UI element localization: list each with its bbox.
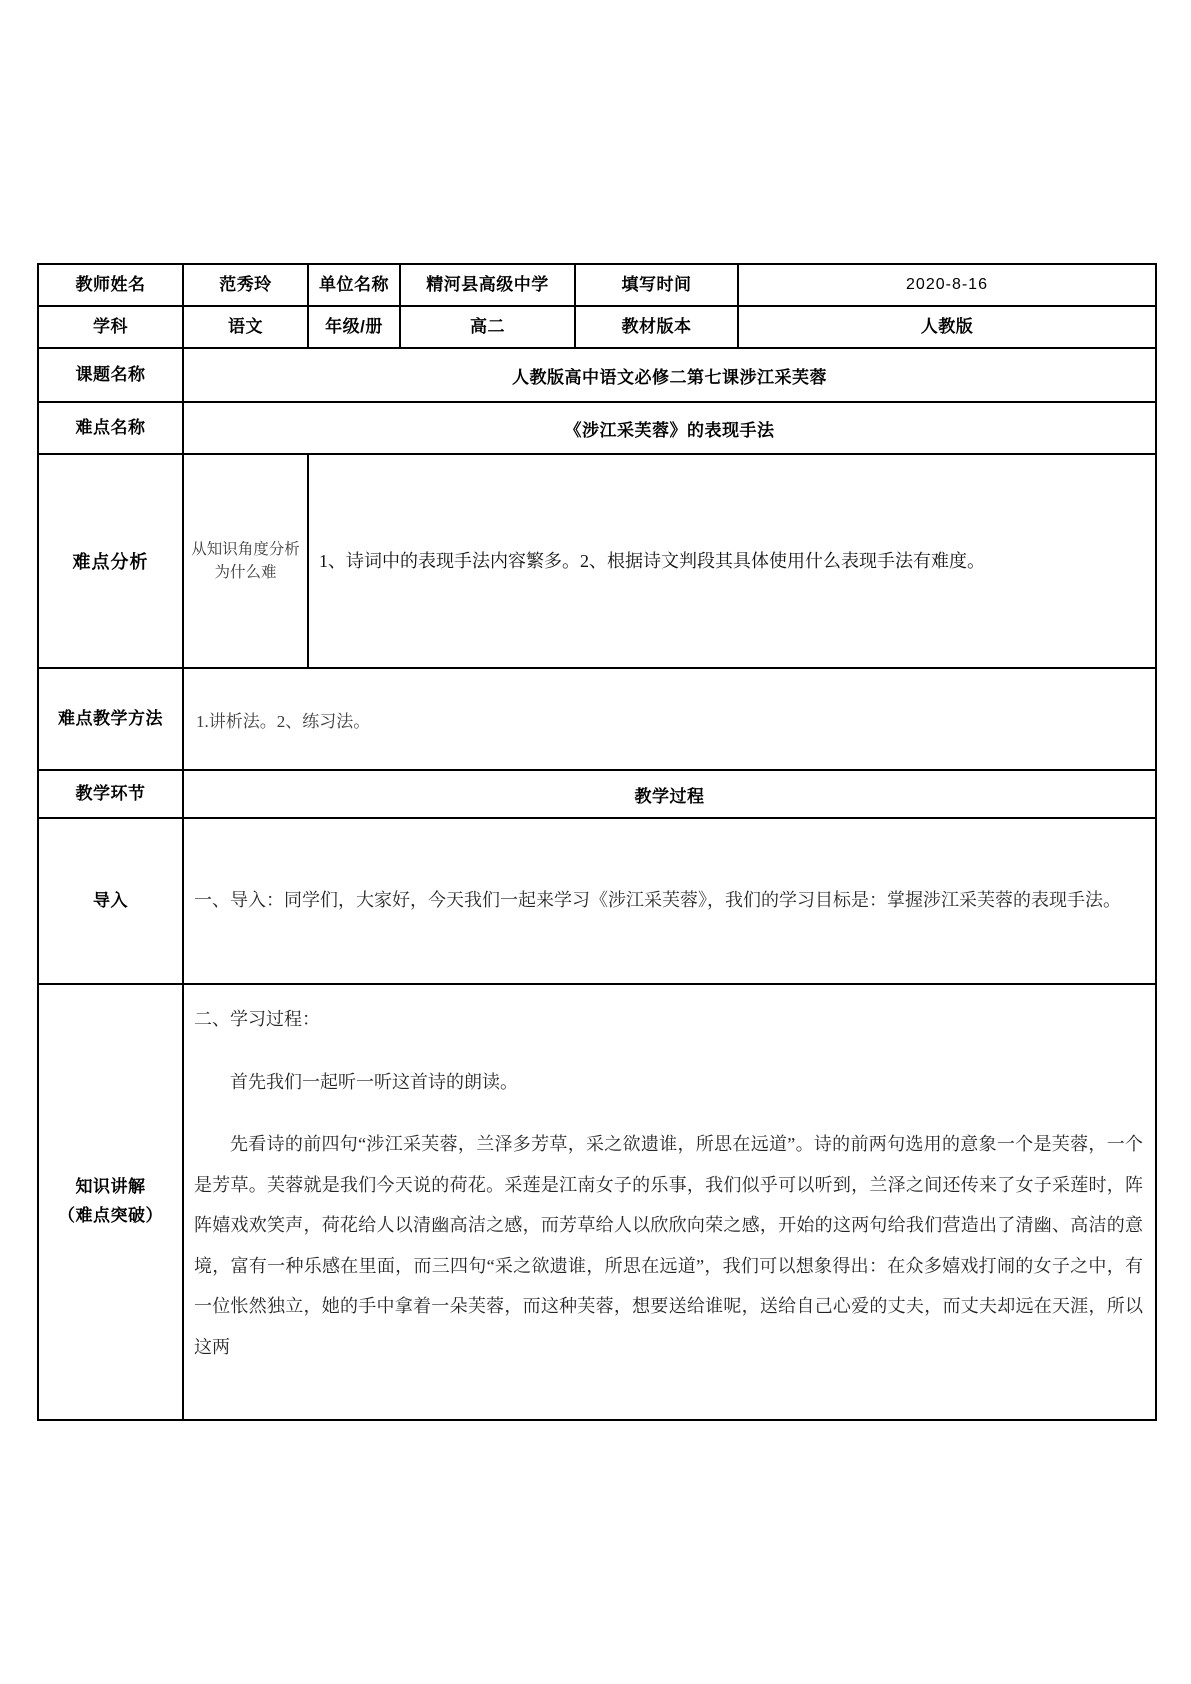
value-difficulty-name: 《涉江采芙蓉》的表现手法 <box>183 402 1156 454</box>
label-fill-date: 填写时间 <box>575 264 738 306</box>
content-knowledge-cell <box>183 984 1156 1420</box>
table-row-teaching-method <box>38 668 1156 770</box>
value-subject: 语文 <box>183 306 308 348</box>
label-difficulty-name: 难点名称 <box>38 402 183 454</box>
label-teaching-process: 教学过程 <box>183 770 1156 818</box>
knowledge-lead: 首先我们一起听一听这首诗的朗读。 <box>230 1071 518 1092</box>
table-row-process-header <box>38 770 1156 818</box>
table-row-difficulty-name <box>38 402 1156 454</box>
table-row-difficulty-analysis <box>38 454 1156 668</box>
label-grade: 年级/册 <box>308 306 400 348</box>
label-introduction: 导入 <box>38 818 183 984</box>
content-teaching-method: 1.讲析法。2、练习法。 <box>196 711 371 731</box>
label-teacher-name: 教师姓名 <box>38 264 183 306</box>
table-row-subject-info <box>38 306 1156 348</box>
label-knowledge-explanation <box>38 984 183 1420</box>
table-row-introduction <box>38 818 1156 984</box>
label-subject: 学科 <box>38 306 183 348</box>
content-introduction-cell <box>183 818 1156 984</box>
table-row-topic <box>38 348 1156 402</box>
content-teaching-method-cell <box>183 668 1156 770</box>
label-knowledge-line2: （难点突破） <box>58 1206 163 1225</box>
value-fill-date: 2020-8-16 <box>738 264 1156 306</box>
table-row-knowledge-explanation <box>38 984 1156 1420</box>
label-teaching-method: 难点教学方法 <box>38 668 183 770</box>
value-unit-name: 精河县高级中学 <box>400 264 575 306</box>
table-row-teacher-info <box>38 264 1156 306</box>
lesson-plan-table <box>37 263 1157 1421</box>
value-teacher-name: 范秀玲 <box>183 264 308 306</box>
label-textbook-version: 教材版本 <box>575 306 738 348</box>
label-knowledge-line1: 知识讲解 <box>75 1177 146 1197</box>
label-teaching-stage: 教学环节 <box>38 770 183 818</box>
label-difficulty-analysis: 难点分析 <box>38 454 183 668</box>
content-introduction: 一、导入：同学们，大家好，今天我们一起来学习《涉江采芙蓉》，我们的学习目标是：掌握涉江采芙蓉的表现手法。 <box>194 890 1121 911</box>
sublabel-difficulty-analysis: 从知识角度分析为什么难 <box>183 454 308 668</box>
knowledge-paragraph: 先看诗的前四句“涉江采芙蓉，兰泽多芳草，采之欲遗谁，所思在远道”。诗的前两句选用的意象一个是芙蓉，一个是芳草。芙蓉就是我们今天说的荷花。采莲是江南女子的乐事，我们似乎可以听到，兰泽之间还传来了女子采莲时，阵阵嬉戏欢笑声，荷花给人以清幽高洁之感，而芳草给人以欣欣向荣之感，开始的这两句给我们营造出了清幽、高洁的意境，富有一种乐感在里面，而三四句“采之欲遗谁，所思在远道”，我们可以想象得出：在众多嬉戏打闹的女子之中，有一位怅然独立，她的手中拿着一朵芙蓉，而这种芙蓉，想要送给谁呢，送给自己心爱的丈夫，而丈夫却远在天涯，所以这两 <box>194 1134 1143 1357</box>
content-difficulty-analysis: 1、诗词中的表现手法内容繁多。2、根据诗文判段其具体使用什么表现手法有难度。 <box>319 550 985 571</box>
value-textbook-version: 人教版 <box>738 306 1156 348</box>
value-grade: 高二 <box>400 306 575 348</box>
label-topic-name: 课题名称 <box>38 348 183 402</box>
label-unit-name: 单位名称 <box>308 264 400 306</box>
value-topic-name: 人教版高中语文必修二第七课涉江采芙蓉 <box>183 348 1156 402</box>
content-difficulty-analysis-cell <box>308 454 1156 668</box>
knowledge-heading: 二、学习过程： <box>194 1009 320 1029</box>
